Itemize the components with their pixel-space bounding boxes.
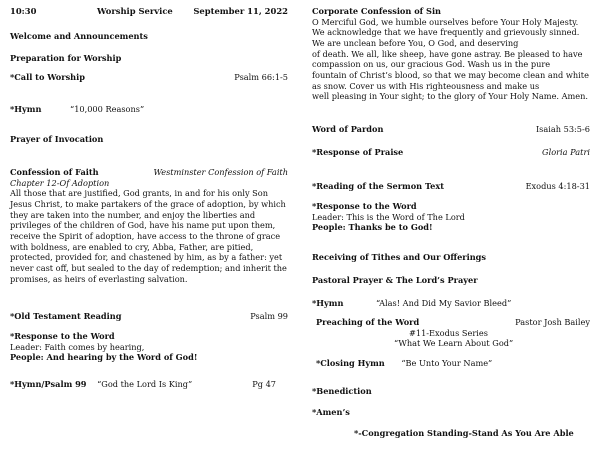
word-of-pardon bbox=[312, 124, 590, 135]
response-to-word-1 bbox=[10, 331, 288, 363]
tithes-heading: Receiving of Tithes and Our Offerings bbox=[312, 252, 487, 262]
preaching-label: Preaching of the Word bbox=[316, 317, 420, 327]
text-line: well pleasing in Your sight; to the glory of Your Holy Name. Amen. bbox=[312, 91, 589, 102]
confession-of-faith bbox=[10, 167, 288, 284]
closing-hymn-title: “Be Unto Your Name” bbox=[401, 358, 493, 368]
preaching-of-word bbox=[312, 317, 590, 349]
hymn-1 bbox=[10, 104, 288, 115]
hymn-psalm-ref: Pg 47 bbox=[252, 379, 276, 389]
hymn-psalm-label: *Hymn/Psalm 99 bbox=[10, 379, 87, 389]
corporate-confession bbox=[312, 6, 590, 102]
text-line: protected, provided for, and chastened by him, as by a father: yet bbox=[10, 252, 283, 263]
pastoral-prayer-heading: Pastoral Prayer & The Lord’s Prayer bbox=[312, 275, 478, 285]
hymn-psalm bbox=[10, 379, 288, 390]
closing-hymn-label: *Closing Hymn bbox=[316, 358, 385, 368]
text-line: All those that are justified, God grants, in and for his only Son bbox=[10, 188, 268, 199]
confession-text bbox=[10, 188, 288, 284]
text-line: never cast off, but sealed to the day of redemption; and inherit the bbox=[10, 262, 287, 273]
word-of-pardon-label: Word of Pardon bbox=[312, 124, 384, 134]
standing-note: *-Congregation Standing-Stand As You Are Able bbox=[354, 428, 574, 438]
service-time: 10:30 bbox=[10, 6, 37, 16]
response-1-label: *Response to the Word bbox=[10, 331, 115, 341]
confession-chapter: Chapter 12-Of Adoption bbox=[10, 177, 110, 188]
text-line: We are unclean before You, O God, and deserving bbox=[312, 37, 519, 48]
welcome-heading: Welcome and Announcements bbox=[10, 31, 148, 41]
text-line: fountain of Christ’s blood, so that we may become clean and white bbox=[312, 69, 589, 80]
corporate-confession-label: Corporate Confession of Sin bbox=[312, 6, 442, 16]
response-2-label: *Response to the Word bbox=[312, 201, 417, 211]
response-2-people: People: Thanks be to God! bbox=[312, 222, 433, 233]
closing-hymn bbox=[312, 358, 590, 369]
text-line: they are taken into the number, and enjoy the liberties and bbox=[10, 209, 256, 220]
call-to-worship-label: *Call to Worship bbox=[10, 72, 85, 82]
response-to-word-2 bbox=[312, 201, 590, 233]
confession-of-faith-source: Westminster Confession of Faith bbox=[153, 167, 288, 177]
benediction: *Benediction bbox=[312, 386, 372, 396]
ot-reading-ref: Psalm 99 bbox=[250, 311, 288, 321]
call-to-worship bbox=[10, 72, 288, 83]
text-line: with boldness, are enabled to cry, Abba, Father, are pitied, bbox=[10, 241, 254, 252]
text-line: of death. We all, like sheep, have gone astray. Be pleased to have bbox=[312, 48, 583, 59]
response-2-leader: Leader: This is the Word of The Lord bbox=[312, 211, 465, 222]
text-line: as snow. Cover us with His righteousness and make us bbox=[312, 80, 540, 91]
response-1-people: People: And hearing by the Word of God! bbox=[10, 352, 198, 363]
response-of-praise bbox=[312, 147, 590, 158]
word-of-pardon-ref: Isaiah 53:5-6 bbox=[535, 124, 590, 134]
sermon-text-reading bbox=[312, 181, 590, 192]
ot-reading-label: *Old Testament Reading bbox=[10, 311, 122, 321]
hymn-1-label: *Hymn bbox=[10, 104, 42, 114]
service-date: September 11, 2022 bbox=[193, 6, 288, 16]
sermon-series: #11-Exodus Series bbox=[409, 327, 488, 338]
text-line: receive the Spirit of adoption, have access to the throne of grace bbox=[10, 230, 281, 241]
sermon-text-ref: Exodus 4:18-31 bbox=[525, 181, 590, 191]
preacher-name: Pastor Josh Bailey bbox=[515, 317, 590, 327]
text-line: promises, as heirs of everlasting salvation. bbox=[10, 273, 188, 284]
text-line: compassion on us, our gracious God. Wash us in the pure bbox=[312, 59, 551, 70]
old-testament-reading bbox=[10, 311, 288, 322]
preparation-heading: Preparation for Worship bbox=[10, 53, 122, 63]
bulletin-header bbox=[10, 6, 288, 17]
response-of-praise-title: Gloria Patri bbox=[542, 147, 590, 157]
text-line: privileges of the children of God, have his name put upon them, bbox=[10, 220, 276, 231]
hymn-1-title: “10,000 Reasons” bbox=[70, 104, 145, 114]
text-line: We acknowledge that we have frequently and grievously sinned. bbox=[312, 27, 580, 38]
sermon-text-label: *Reading of the Sermon Text bbox=[312, 181, 444, 191]
response-of-praise-label: *Response of Praise bbox=[312, 147, 404, 157]
sermon-title: “What We Learn About God” bbox=[394, 338, 514, 349]
confession-of-faith-label: Confession of Faith bbox=[10, 167, 99, 177]
invocation-heading: Prayer of Invocation bbox=[10, 134, 104, 144]
text-line: O Merciful God, we humble ourselves before Your Holy Majesty. bbox=[312, 16, 579, 27]
hymn-2-title: “Alas! And Did My Savior Bleed” bbox=[376, 298, 512, 308]
hymn-2 bbox=[312, 298, 590, 309]
hymn-psalm-title: “God the Lord Is King” bbox=[97, 379, 193, 389]
response-1-leader: Leader: Faith comes by hearing, bbox=[10, 341, 145, 352]
amens: *Amen’s bbox=[312, 407, 350, 417]
text-line: Jesus Christ, to make partakers of the grace of adoption, by which bbox=[10, 198, 286, 209]
service-name: Worship Service bbox=[97, 6, 173, 16]
hymn-2-label: *Hymn bbox=[312, 298, 344, 308]
call-to-worship-ref: Psalm 66:1-5 bbox=[234, 72, 288, 82]
